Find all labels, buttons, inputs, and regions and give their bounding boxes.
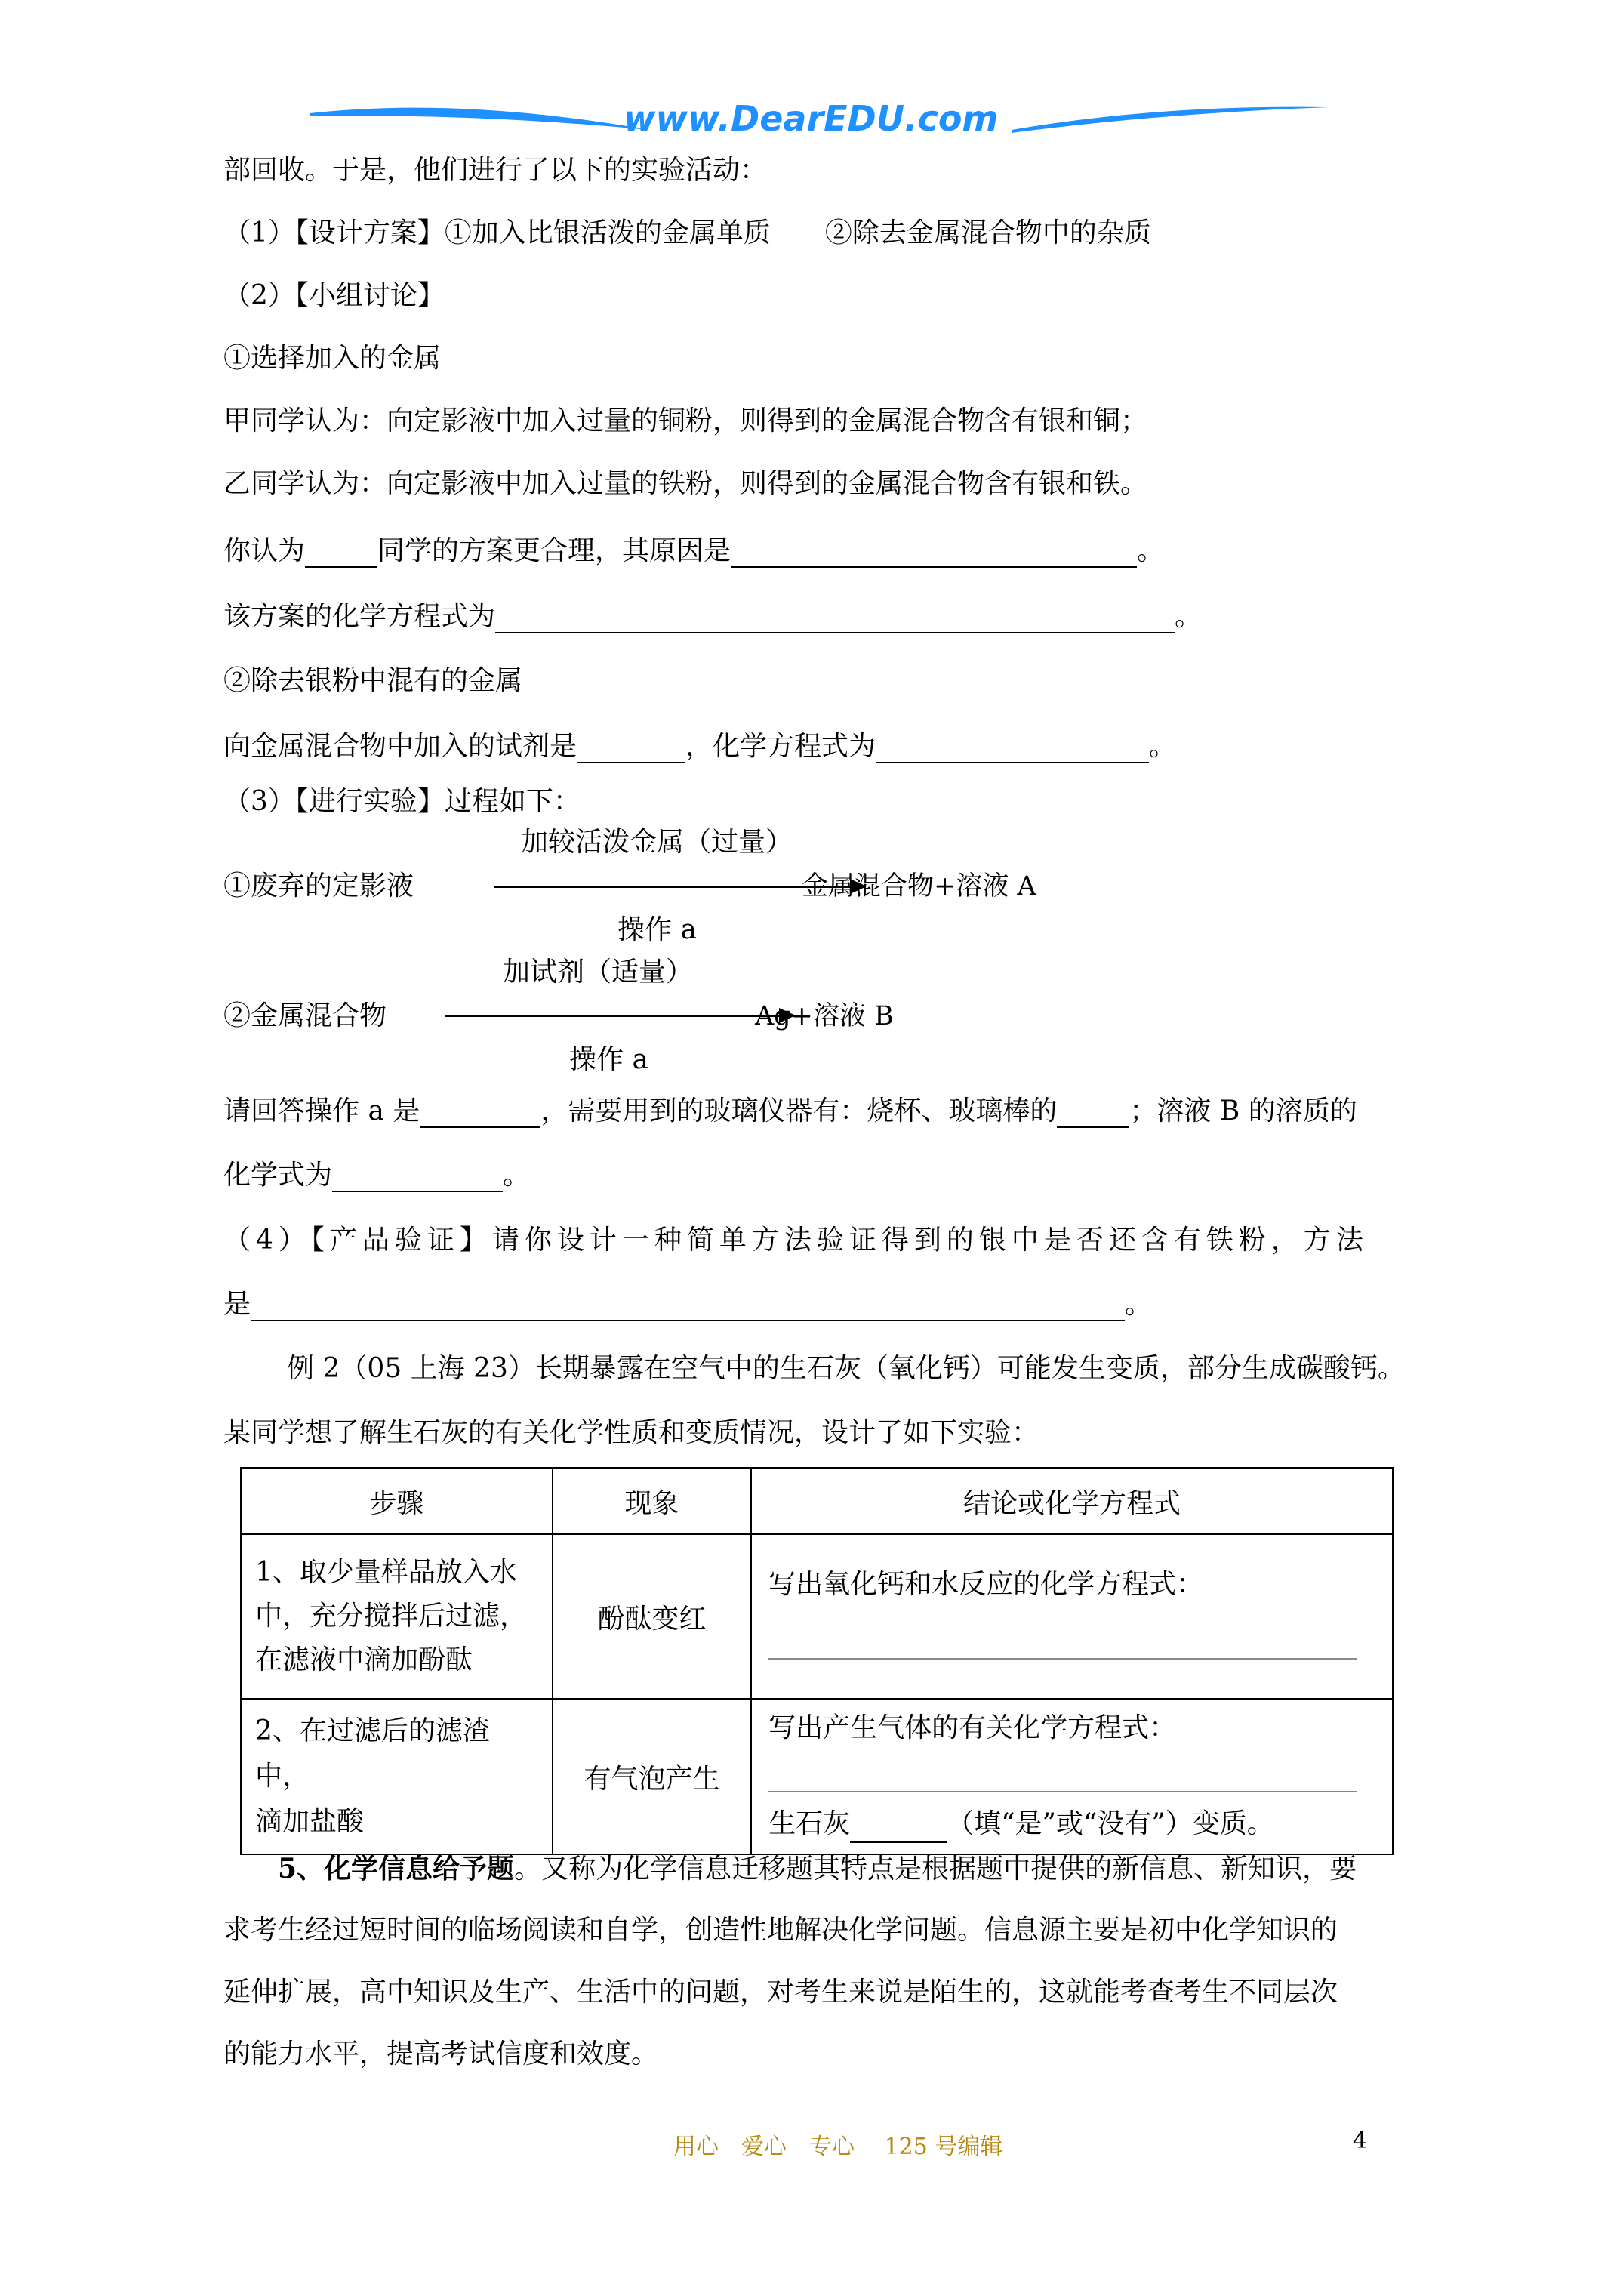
text-line: 甲同学认为：向定影液中加入过量的铜粉，则得到的金属混合物含有银和铜；	[223, 405, 1148, 436]
text-line: 的能力水平，提高考试信度和效度。	[223, 2039, 659, 2069]
table-row	[241, 1534, 1393, 1699]
flow-step2-start: ②金属混合物	[223, 1000, 387, 1031]
flow-step2-operation: 操作 a	[569, 1044, 648, 1075]
question-line: 化学式为 。	[223, 1160, 531, 1191]
question-line: 该方案的化学方程式为 。	[223, 601, 1203, 632]
table-header-cell: 步骤	[241, 1468, 553, 1534]
flow-step1-reagent: 加较活泼金属（过量）	[521, 827, 793, 858]
question-line: 是 。	[223, 1289, 1153, 1320]
table-cell-step: 2、在过滤后的滤渣中， 滴加盐酸	[241, 1699, 553, 1854]
flow-step2-arrow	[445, 1015, 793, 1017]
text-line: ①选择加入的金属	[223, 343, 442, 374]
flow-step2-result: Ag+溶液 B	[755, 1001, 894, 1031]
answer-blank[interactable]	[850, 1816, 947, 1843]
text-line: （3）【进行实验】过程如下：	[223, 786, 581, 817]
table-header-cell: 结论或化学方程式	[751, 1468, 1393, 1534]
flow-step1-result: 金属混合物+溶液 A	[802, 871, 1036, 901]
answer-blank[interactable]	[1057, 1101, 1129, 1128]
text-line: 某同学想了解生石灰的有关化学性质和变质情况，设计了如下实验：	[223, 1417, 1039, 1448]
section-5-title: 5、化学信息给予题	[278, 1853, 515, 1885]
table-cell-step: 1、取少量样品放入水 中，充分搅拌后过滤， 在滤液中滴加酚酞	[241, 1534, 553, 1699]
answer-blank[interactable]	[876, 736, 1149, 763]
flow-step2-reagent: 加试剂（适量）	[503, 957, 694, 988]
answer-line[interactable]	[768, 1789, 1357, 1792]
table-cell-phenomenon: 酚酞变红	[553, 1534, 751, 1699]
answer-blank[interactable]	[332, 1165, 503, 1192]
table-header-cell: 现象	[553, 1468, 751, 1534]
answer-blank[interactable]	[251, 1294, 1125, 1321]
text-line: 延伸扩展，高中知识及生产、生活中的问题，对考生来说是陌生的，这就能考查考生不同层次	[223, 1977, 1338, 2008]
answer-blank[interactable]	[577, 736, 685, 763]
table-cell-phenomenon: 有气泡产生	[553, 1699, 751, 1854]
text-line: （4）【产品验证】请你设计一种简单方法验证得到的银中是否还含有铁粉，方法	[223, 1225, 1369, 1256]
section-5-line: 5、化学信息给予题。又称为化学信息迁移题其特点是根据题中提供的新信息、新知识，要	[278, 1853, 1357, 1885]
footer-text: 用心 爱心 专心 125 号编辑	[673, 2134, 1003, 2160]
question-line: 请回答操作 a 是 ，需要用到的玻璃仪器有：烧杯、玻璃棒的 ；溶液 B 的溶质的	[223, 1096, 1357, 1126]
answer-blank[interactable]	[731, 541, 1137, 568]
page-number: 4	[1353, 2128, 1368, 2154]
text-line: 求考生经过短时间的临场阅读和自学，创造性地解决化学问题。信息源主要是初中化学知识的	[223, 1915, 1338, 1946]
experiment-table	[240, 1467, 1394, 1855]
header-watermark: www.DearEDU.com	[624, 98, 999, 139]
flow-step1-operation: 操作 a	[617, 914, 697, 945]
text-line: 部回收。于是，他们进行了以下的实验活动：	[223, 155, 768, 186]
table-header-row	[241, 1468, 1393, 1534]
text-line: 乙同学认为：向定影液中加入过量的铁粉，则得到的金属混合物含有银和铁。	[223, 468, 1148, 499]
table-cell-conclusion: 写出产生气体的有关化学方程式： 生石灰 （填“是”或“没有”）变质。	[751, 1699, 1393, 1854]
text-line: （2）【小组讨论】	[223, 280, 445, 311]
table-cell-conclusion: 写出氧化钙和水反应的化学方程式：	[751, 1534, 1393, 1699]
flow-step1-start: ①废弃的定影液	[223, 871, 414, 901]
header-right-swoosh	[1012, 97, 1329, 134]
text-line: （1）【设计方案】①加入比银活泼的金属单质 ②除去金属混合物中的杂质	[223, 217, 1151, 248]
question-line: 向金属混合物中加入的试剂是 ，化学方程式为 。	[223, 731, 1177, 762]
text-line: ②除去银粉中混有的金属	[223, 665, 523, 696]
answer-line[interactable]	[768, 1657, 1357, 1660]
question-line: 你认为 同学的方案更合理，其原因是 。	[223, 535, 1165, 566]
answer-blank[interactable]	[420, 1101, 540, 1128]
header-left-swoosh	[310, 97, 649, 134]
text-line: 例 2（05 上海 23）长期暴露在空气中的生石灰（氧化钙）可能发生变质，部分生成碳酸钙。	[287, 1353, 1405, 1384]
table-row	[241, 1699, 1393, 1854]
answer-blank[interactable]	[305, 541, 377, 568]
answer-blank[interactable]	[495, 606, 1175, 633]
